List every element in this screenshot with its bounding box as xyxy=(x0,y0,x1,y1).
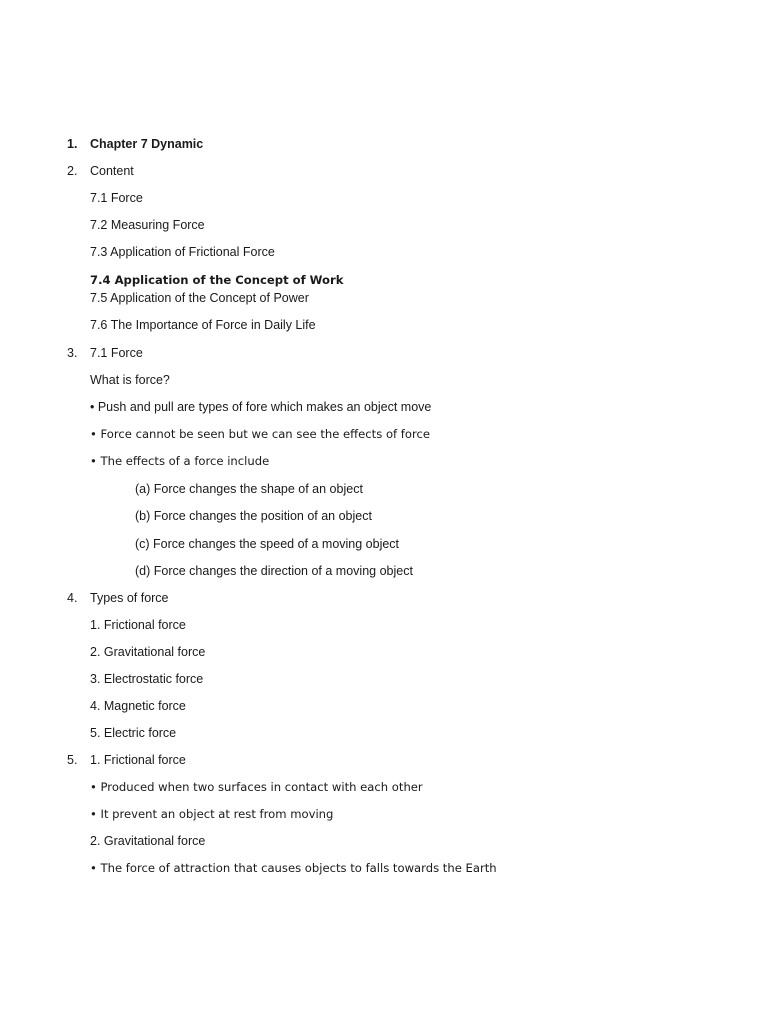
list-number: 4. xyxy=(67,591,78,605)
sub-heading: 2. Gravitational force xyxy=(90,834,206,848)
force-type-item: 4. Magnetic force xyxy=(90,699,186,713)
list-number: 2. xyxy=(67,164,78,178)
list-number: 5. xyxy=(67,753,78,767)
list-number: 3. xyxy=(67,346,78,360)
force-type-item: 5. Electric force xyxy=(90,726,177,740)
force-type-item: 2. Gravitational force xyxy=(90,645,206,659)
sub-item: (c) Force changes the speed of a moving object xyxy=(135,537,400,551)
sub-item: (d) Force changes the direction of a moving object xyxy=(135,564,413,578)
bullet-item: • Produced when two surfaces in contact with each other xyxy=(90,780,423,794)
section-heading: 7.1 Force xyxy=(90,346,143,360)
sub-item: (b) Force changes the position of an object xyxy=(135,509,372,523)
chapter-title: Chapter 7 Dynamic xyxy=(90,137,204,151)
force-type-item: 3. Electrostatic force xyxy=(90,672,204,686)
question-text: What is force? xyxy=(90,373,170,387)
bullet-item: • It prevent an object at rest from moving xyxy=(90,807,334,821)
content-item: 7.3 Application of Frictional Force xyxy=(90,245,275,259)
content-item: 7.4 Application of the Concept of Work xyxy=(90,273,344,287)
content-item: 7.1 Force xyxy=(90,191,143,205)
content-item: 7.6 The Importance of Force in Daily Life xyxy=(90,318,316,332)
content-item: 7.2 Measuring Force xyxy=(90,218,205,232)
bullet-item: • Force cannot be seen but we can see the effects of force xyxy=(90,427,430,441)
content-heading: Content xyxy=(90,164,134,178)
list-number: 1. xyxy=(67,137,78,151)
bullet-item: • The force of attraction that causes objects to falls towards the Earth xyxy=(90,861,497,875)
bullet-item: • Push and pull are types of fore which makes an object move xyxy=(90,400,432,414)
sub-item: (a) Force changes the shape of an object xyxy=(135,482,363,496)
bullet-item: • The effects of a force include xyxy=(90,454,270,468)
section-heading: 1. Frictional force xyxy=(90,753,186,767)
content-item: 7.5 Application of the Concept of Power xyxy=(90,291,309,305)
force-type-item: 1. Frictional force xyxy=(90,618,186,632)
section-heading: Types of force xyxy=(90,591,169,605)
